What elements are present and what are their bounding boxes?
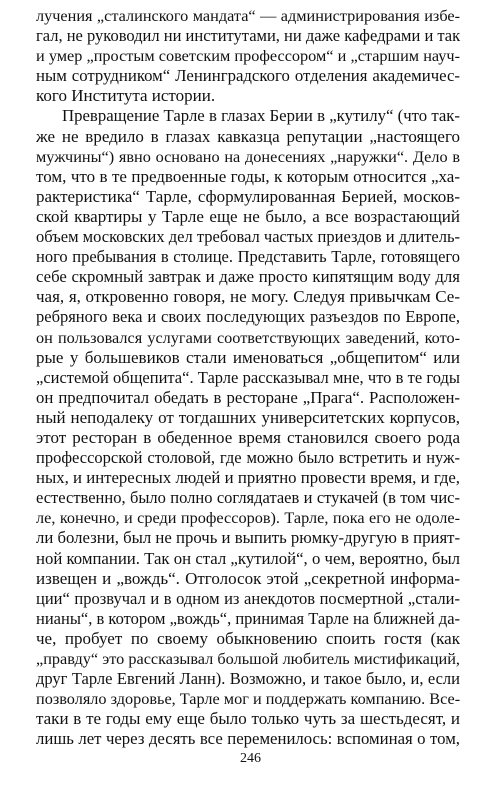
text-line: ного пребывания в столице. Представить Тарле, готовящего — [36, 247, 460, 267]
text-line: мужчины“) явно основано на донесениях „наружки“. Дело в — [36, 147, 460, 166]
text-line: он пользовался услугами соответствующих заведений, кото- — [36, 328, 460, 347]
text-line: ли болезни, был не прочь и выпить рюмку-другую в прият- — [36, 528, 460, 548]
text-line: извещен и „вождь“. Отголосок этой „секретной информа- — [36, 568, 460, 588]
page-number: 246 — [240, 751, 261, 766]
text-line: че, пробует по своему обыкновению споить гостя (как — [36, 628, 460, 648]
text-line: же не вредило в глазах кавказца репутации „настоящего — [36, 126, 460, 146]
text-line: друг Тарле Евгений Ланн). Возможно, и такое было, и, если — [36, 669, 460, 689]
text-line: он предпочитал обедать в ресторане „Прага“. Расположен- — [36, 387, 460, 407]
text-line: ным сотрудником“ Ленинградского отделения академичес- — [36, 66, 460, 86]
paragraph-1 — [36, 6, 460, 106]
text-line: ле, конечно, и среди профессоров). Тарле, пока его не одоле- — [36, 509, 460, 528]
text-line: и умер „простым советским профессором“ и „старшим науч- — [36, 47, 460, 66]
text-line: лишь лет через десять все переменилось: вспоминая о том, — [36, 729, 460, 749]
text-line: лучения „сталинского мандата“ — администрирования избе- — [36, 7, 460, 25]
text-line: профессорской столовой, где можно было встретить и нуж- — [36, 448, 460, 468]
body-text — [36, 6, 460, 770]
text-line: таки в те годы ему еще было только чуть за шестьдесят, и — [36, 709, 460, 729]
text-line: позволяло здоровье, Тарле мог и поддержать компанию. Все- — [36, 690, 460, 709]
text-line: ребряного века и своих последующих разъездов по Европе, — [36, 307, 460, 327]
text-line: естественно, было полно соглядатаев и стукачей (в том чис- — [36, 488, 460, 508]
text-line: ный неподалеку от тогдашних университетских корпусов, — [36, 407, 460, 427]
text-line: рые у большевиков стали именоваться „общепитом“ или — [36, 347, 460, 367]
text-line: рактеристика“ Тарле, сформулированная Берией, москов- — [36, 186, 460, 206]
text-line: ной компании. Так он стал „кутилой“, о чем, вероятно, был — [36, 548, 460, 568]
text-line: „правду“ это рассказывал большой любитель мистификаций, — [36, 650, 460, 668]
text-line: Превращение Тарле в глазах Берии в „кутилу“ (что так- — [62, 106, 460, 126]
text-line: кого Института истории. — [36, 86, 216, 106]
text-line: гал, не руководил ни институтами, ни даже кафедрами и так — [36, 26, 460, 46]
text-line: чая, я, откровенно говоря, не могу. Следуя привычкам Се- — [36, 287, 460, 307]
text-line: ской квартиры у Тарле еще не было, а все возрастающий — [36, 206, 460, 226]
text-line: этот ресторан в обеденное время становился своего рода — [36, 427, 460, 447]
text-line: том, что в те предвоенные годы, к которым относится „ха- — [36, 166, 460, 186]
text-line: объем московских дел требовал частых приездов и длитель- — [36, 227, 460, 247]
text-line: „системой общепита“. Тарле рассказывал мне, что в те годы — [36, 367, 460, 387]
text-line: ции“ прозвучал и в одном из анекдотов посмертной „стали- — [36, 588, 460, 608]
text-line: ных, и интересных людей и приятно провести время, и где, — [36, 468, 460, 488]
text-line: нианы“, в котором „вождь“, принимая Тарле на ближней да- — [36, 608, 460, 628]
text-line: себе скромный завтрак и даже просто кипятящим воду для — [36, 267, 460, 287]
paragraph-2 — [36, 106, 460, 769]
